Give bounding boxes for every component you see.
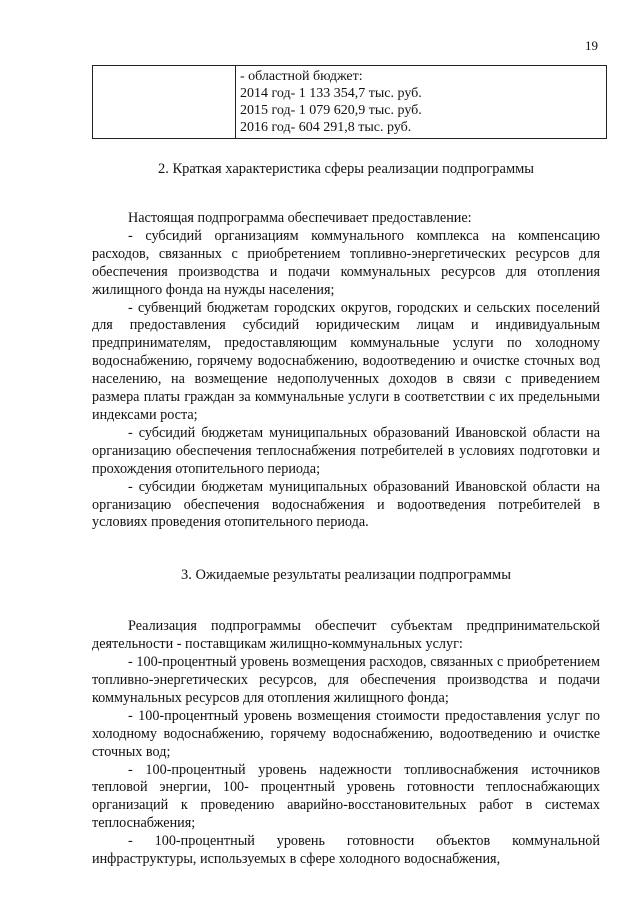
table-cell-empty bbox=[93, 66, 236, 139]
page-number: 19 bbox=[585, 38, 598, 53]
budget-year-2016: 2016 год- 604 291,8 тыс. руб. bbox=[240, 120, 412, 135]
section-2-paragraph: - субсидий организациям коммунального комплекса на компенсацию расходов, связанных с приобретением топливно-энергетических ресурсов для обеспечения производства и подачи коммунальных ресурсов для отопления жилищного фонда на нужды населения; bbox=[92, 227, 600, 298]
section-2-paragraph: - субсидий бюджетам муниципальных образований Ивановской области на организацию обеспечения теплоснабжения потребителей в условиях подготовки и прохождения отопительного периода; bbox=[92, 424, 600, 477]
budget-heading: - областной бюджет: bbox=[240, 69, 363, 84]
section-3-paragraph: Реализация подпрограммы обеспечит субъектам предпринимательской деятельности - поставщикам жилищно-коммунальных услуг: bbox=[92, 618, 600, 653]
section-3-paragraph: - 100-процентный уровень возмещения расходов, связанных с приобретением топливно-энергетических ресурсов, для обеспечения производства и подачи коммунальных ресурсов для отопления жилищного фонда; bbox=[92, 654, 600, 706]
section-3-paragraph: - 100-процентный уровень надежности топливоснабжения источников тепловой энергии, 100- процентный уровень готовности теплоснабжающих организаций к проведению аварийно-восстановительных работ в системах теплоснабжения; bbox=[92, 761, 600, 832]
section-3-paragraph: - 100-процентный уровень возмещения стоимости предоставления услуг по холодному водоснабжению, горячему водоснабжению, водоотведению и очистке сточных вод; bbox=[92, 707, 600, 760]
section-2-paragraph: Настоящая подпрограмма обеспечивает предоставление: bbox=[128, 210, 472, 226]
section-2-paragraph: - субвенций бюджетам городских округов, городских и сельских поселений для предоставления субсидий юридическим лицам и индивидуальным предпринимателям, предоставляющим коммунальные услуги по холодному водоснабжению, горячему водоснабжению, водоотведению и очистке сточных вод населению, на возмещение недополученных доходов в связи с приведением размера платы граждан за коммунальные услуги в соответствии с их предельными индексами роста; bbox=[92, 299, 600, 423]
section-2-title: 2. Краткая характеристика сферы реализации подпрограммы bbox=[157, 161, 535, 177]
document-body bbox=[92, 160, 600, 869]
budget-year-2015: 2015 год- 1 079 620,9 тыс. руб. bbox=[240, 103, 422, 118]
budget-year-2014: 2014 год- 1 133 354,7 тыс. руб. bbox=[240, 86, 422, 101]
budget-table bbox=[92, 65, 607, 139]
table-cell-budget bbox=[236, 66, 607, 139]
section-3-paragraph: - 100-процентный уровень готовности объектов коммунальной инфраструктуры, используемых в сфере холодного водоснабжения, bbox=[92, 833, 600, 868]
section-3-title: 3. Ожидаемые результаты реализации подпрограммы bbox=[181, 567, 511, 584]
table-row bbox=[93, 66, 607, 139]
section-2-paragraph: - субсидии бюджетам муниципальных образований Ивановской области на организацию обеспечения водоснабжения и водоотведения потребителей в условиях проведения отопительного периода. bbox=[92, 478, 600, 531]
